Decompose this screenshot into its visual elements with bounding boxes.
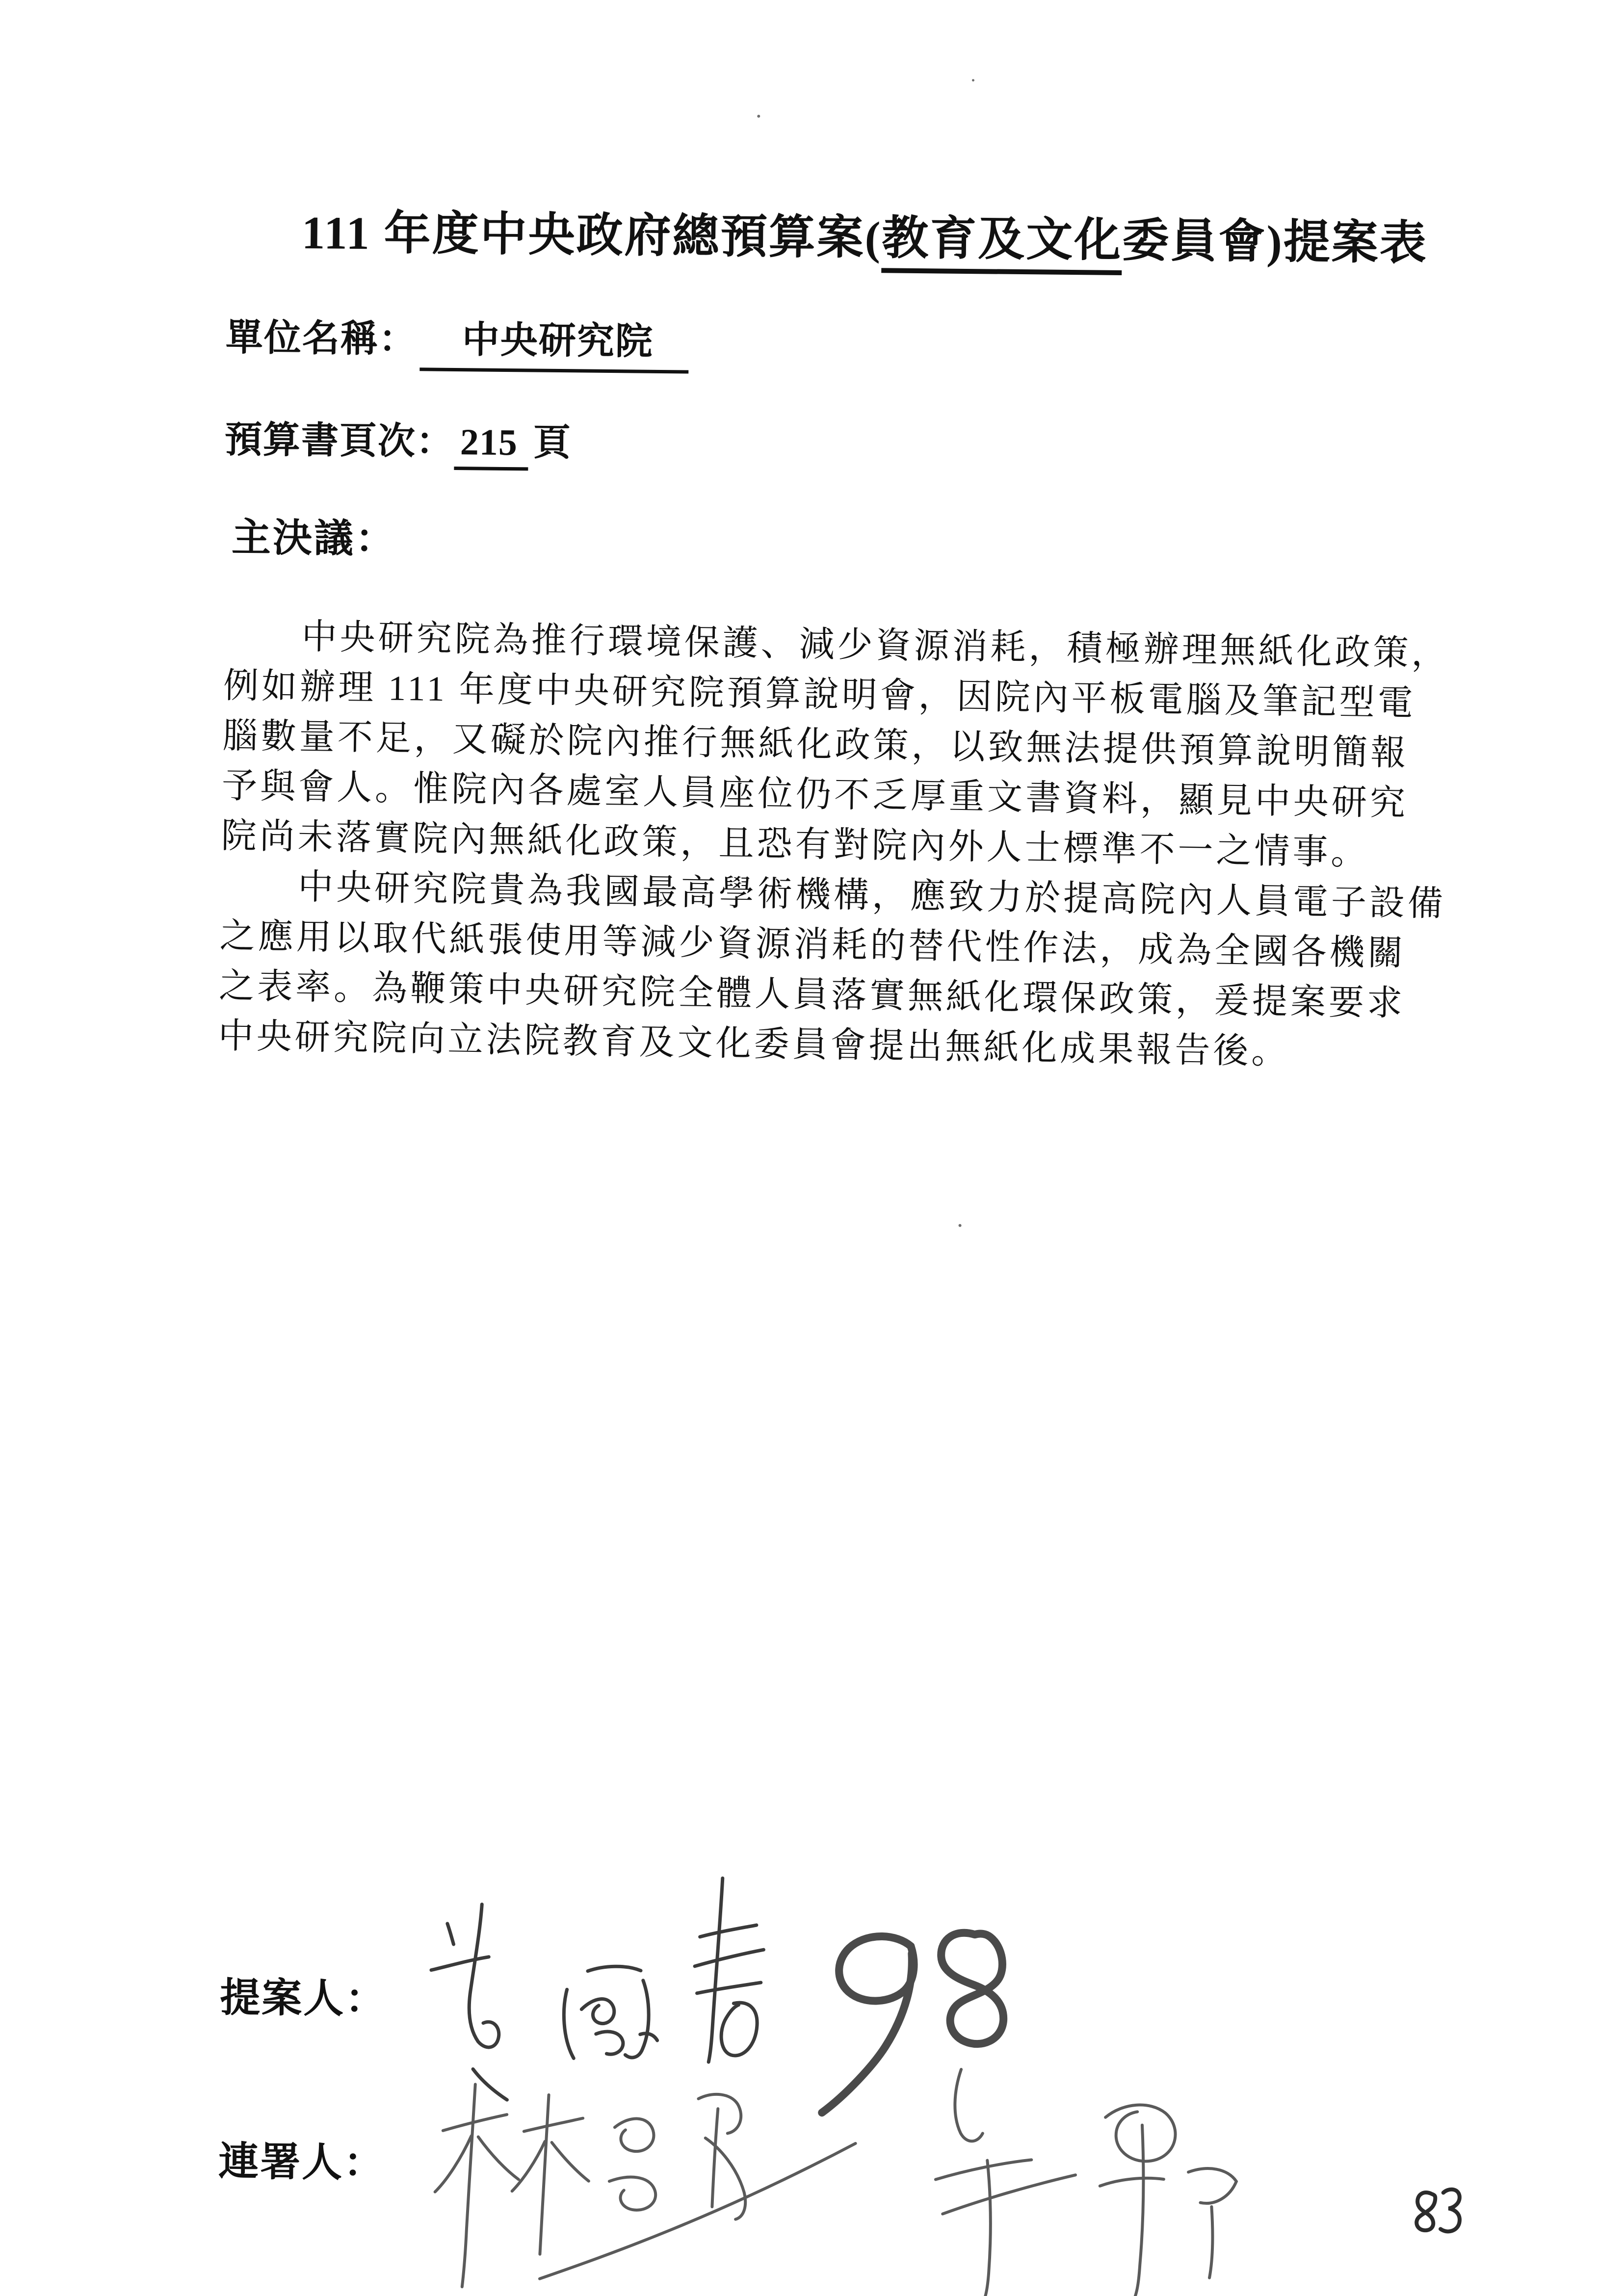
budget-page-value: 215 (454, 421, 528, 470)
cosigner-signature-1-handwriting (422, 2067, 865, 2296)
resolution-body-text (218, 610, 1461, 1079)
body-line: 中央研究院貴為我國最高學術機構，應致力於提高院內人員電子設備 (297, 867, 1446, 924)
title-underlined-committee: 教育及文化 (882, 212, 1123, 275)
handwritten-page-number-83 (1411, 2182, 1470, 2239)
title-suffix: 委員會)提案表 (1122, 214, 1428, 269)
body-line: 例如辦理 111 年度中央研究院預算說明會，因院內平板電腦及筆記型電 (223, 666, 1416, 723)
cosigner-label: 連署人： (218, 2139, 386, 2186)
title-prefix: 111 年度中央政府總預算案( (301, 206, 882, 264)
body-line: 腦數量不足，又礙於院內推行無紙化政策，以致無法提供預算說明簡報 (222, 716, 1410, 773)
body-line: 院尚未落實院內無紙化政策，且恐有對院內外人士標準不一之情事。 (221, 816, 1370, 873)
scan-speck (959, 1224, 962, 1227)
budget-page-label: 預算書頁次： (224, 419, 455, 463)
body-line: 中央研究院向立法院教育及文化委員會提出無紙化成果報告後。 (218, 1016, 1290, 1071)
body-line: 之應用以取代紙張使用等減少資源消耗的替代性作法，成為全國各機關 (219, 916, 1407, 973)
page-title (301, 195, 1428, 273)
budget-page-row (224, 409, 572, 471)
unit-name-row (225, 307, 689, 373)
unit-name-label: 單位名稱： (225, 317, 418, 361)
cosigner-signature-2-handwriting (913, 2052, 1249, 2296)
scan-speck (972, 79, 974, 81)
proposer-label: 提案人： (219, 1975, 387, 2022)
main-resolution-label: 主決議： (231, 516, 397, 561)
body-line: 之表率。為鞭策中央研究院全體人員落實無紙化環保政策，爰提案要求 (218, 966, 1406, 1023)
budget-page-unit: 頁 (533, 422, 572, 464)
body-line: 予與會人。惟院內各處室人員座位仍不乏厚重文書資料，顯見中央研究 (221, 766, 1409, 823)
unit-name-value: 中央研究院 (419, 309, 689, 373)
scan-speck (757, 115, 760, 118)
body-line: 中央研究院為推行環境保護、減少資源消耗，積極辦理無紙化政策， (301, 617, 1450, 674)
